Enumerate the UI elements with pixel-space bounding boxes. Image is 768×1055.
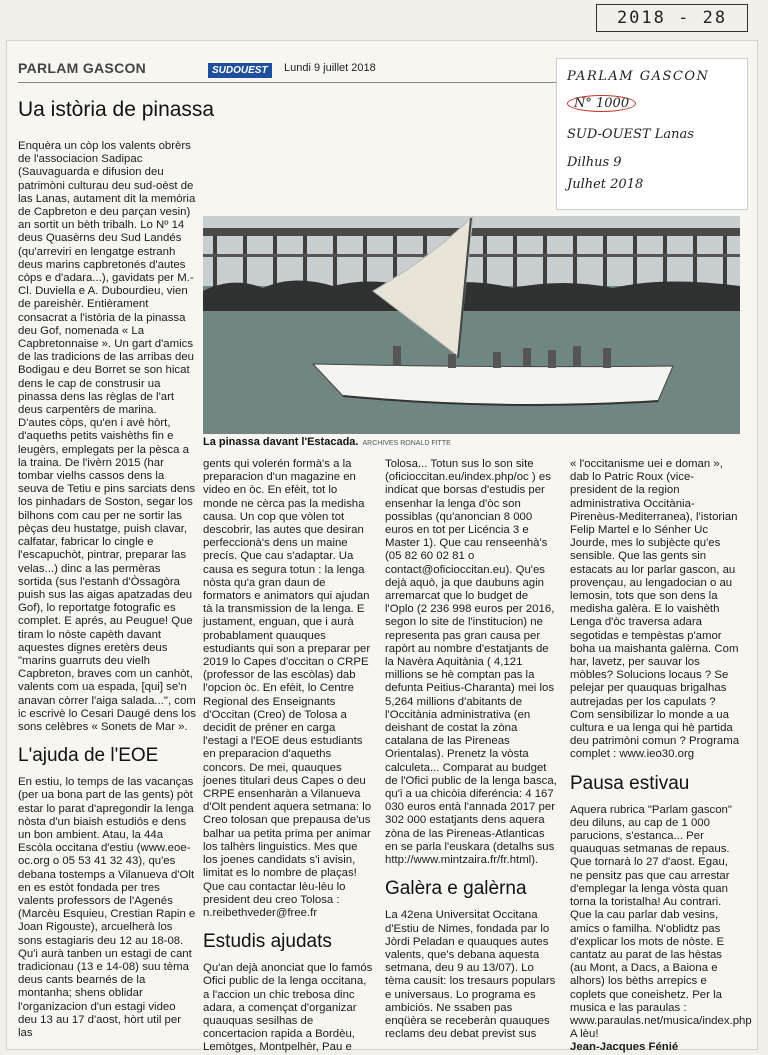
- column-3: [385, 458, 557, 1041]
- body-text: gents qui volerén formà's a la preparacion d'un magazine en video en òc. En efèit, tot lo monde ne cèrca pas la medisha causa. Un cop que vòlen tot descobrir, las autes que desiran perfeccionà's dens un maine precís. Que cau s'adaptar. Ua causa es segura totun : la lenga nòsta qu'a gran daun de formators e animators qui ajudan tà la transmission de la lenga. E justament, enguan, que i aurà probablament quauques estudiants qui son a preparar per 2019 lo Capes d'occitan o CRPE (professor de las escòlas) dab l'opcion òc. En efèit, lo Centre Regional des Enseignants d'Occitan (Creo) de Tolosa a decidit de préner en carga l'estagi a l'EOE deus estudiants en preparacion d'aqueths concors. De mei, quauques joenes titulari deus Capes o deu CRPE ensenharàn a Vilanueva d'Olt pendent aquera setmana: lo Creo tolosan que prepausa de'us balhar ua petita prima per animar los talhèrs linguistics. Mes que los joenes candidats s'i avisin, limitat es lo nombre de plaças! Que cau contactar lèu-lèu lo president deu creo Tolosa : n.reibethveder@free.fr: [203, 458, 372, 919]
- note-issue-number: N° 1000: [567, 95, 636, 112]
- subheading: L'ajuda de l'EOE: [18, 745, 159, 767]
- note-line: SUD-OUEST Lanas: [567, 127, 694, 142]
- boat-photo: [203, 216, 740, 434]
- paper-masthead: SUDOUEST: [208, 63, 272, 78]
- body-text: La 42ena Universitat Occitana d'Estiu de Nimes, fondada par lo Jòrdi Peladan e quauques autes valents, que's debana aquesta setmana, deu 9 au 13/07). Lo tèma causit: los tresaurs populars e universaus. Lo programa es ambiciós. Ne ssaben pas enqüèra se receberàn quauques reclams deu debat previst sus: [385, 909, 556, 1041]
- handwritten-note: [556, 58, 748, 210]
- subheading: Estudis ajudats: [203, 931, 332, 953]
- paper-date: Lundi 9 juillet 2018: [284, 62, 376, 74]
- note-line: Dilhus 9: [567, 155, 622, 170]
- subheading: Galèra e galèrna: [385, 878, 527, 900]
- column-4: [570, 458, 752, 1055]
- subheading: Pausa estivau: [570, 772, 690, 794]
- column-1: [18, 140, 196, 1040]
- body-text: « l'occitanisme uei e doman », dab lo Patric Roux (vice-president de la region administrativa Occitània-Pirenèus-Mediterranea), l'istorian Felip Martel e lo Sénher Uc Jourde, mes lo subjècte qu'es sensible. Que las gents sin estacats au lor parlar gascon, au provençau, au lengadocian o au lemosin, tots que son dens la medisha galèra. E lo vaishèth Lenga d'òc traversa adara segotidas e tempèstas p'amor boha ua maishanta galèrna. Com har, lavetz, per sauvar los mòbles? Solucions locaus ? Se pelejar per quauquas brigalhas autrejadas per los capulats ? Com sensibilizar lo monde a ua cultura e ua lenga qui hè partida deu patrimòni comun ? Programa complet : www.ieo30.org: [570, 458, 740, 761]
- body-text: En estiu, lo temps de las vacanças (per ua bona part de las gents) pòt estar lo parat d'apregondir la lenga nòsta d'un biaish estudiós e dens un bon ambient. Atau, la 44a Escòla occitana d'estiu (www.eoe-oc.org o 05 53 41 32 43), qu'es debana tostemps a Vilanueva d'Olt en es estòt fondada per tres valents professors de l'Agenés (Marcèu Esquieu, Crestian Rapin e Joan Rigouste), arcuelherà los sons estagiaris deu 12 au 18-08. Qu'i aurà tanben un estagi de cant tradicionau (13 e 14-08) suu tèma deus cants bearnés de la montanha; shens oblidar l'organizacion d'un estagi video deu 13 au 17 d'aost, hòrt util per las: [18, 776, 196, 1039]
- body-text: Tolosa... Totun sus lo son site (oficioccitan.eu/index.php/oc ) es indicat que borsas d'estudis per ensenhar la lenga d'òc son possiblas (qu'anoncian 8 000 euros en tot per Licéncia 3 e Master 1). Que cau renseenhà's (05 82 60 02 81 o contact@oficioccitan.eu). Qu'es dejà aquò, ja que daubuns agin arremarcat que lo budget de l'Oplo (2 236 998 euros per 2016, segon lo site de l'institucion) ne representa pas gran causa per rapòrt au nombre d'estatjants de la Navèra Aquitània ( 4,121 millions se hè comptan pas la defunta Peitius-Charanta) mei los 5,264 millions d'abitants de l'Occitània administrativa (en deishant de costat la zòna catalana de las Pireneas Orientalas). Prenetz la vòsta calculeta... Comparat au budget de l'Ofici public de la lenga basca, qu'i a ua chicòia diferéncia: 4 167 030 euros entà l'annada 2017 per 302 000 estatjants dens aquera zòna de las Pireneas-Atlanticas en se parla l'euskara (detalhs sus http://www.mintzaira.fr/fr.html).: [385, 458, 557, 867]
- note-line: PARLAM GASCON: [567, 69, 710, 84]
- body-text: Qu'an dejà anonciat que lo famós Ofici public de la lenga occitana, a l'accion un chic trebosa dinc adara, a començat d'organizar quauquas sesilhas de concertacion rapida a Bordèu, Lemòtges, Montpelhèr, Pau e: [203, 962, 373, 1054]
- archive-stamp: 2018 - 28: [596, 4, 748, 32]
- note-line: Julhet 2018: [567, 177, 644, 192]
- photo-caption: La pinassa davant l'Estacada. ARCHIVES RONALD FITTE: [203, 436, 451, 448]
- body-text: Enquèra un còp los valents obrèrs de l'associacion Sadipac (Sauvaguarda e difusion deu patrimòni culturau deu sud-oèst de las Lanas, autament dit la memòria de Capbreton e deu parçan vesin) an sortit un bèth tribalh. Lo Nº 14 deus Quasèrns deu Sud Landés (qu'arreviri en lengatge estranh deus marins capbretonés d'autes còps e d'adara...), gavidats per M.-Cl. Duviella e A. Dubourdieu, vien de pareishèr. Entièrament consacrat a l'istòria de la pinassa deu Gof, nomenada « La Capbretonnaise ». Un gart d'amics de las tradicions de las arribas deu Bodigau e deu Borret se son hicat dens le cap de construsir ua pinassa dens las règlas de l'art deus carpentèrs de marina. D'autes còps, qu'en i avè hòrt, d'aqueths petits vaishèths fin e leugèrs, emplegats per la pèsca a la traina. De l'ivèrn 2015 (har tombar vielhs cassos dens la seuva de Tetiu e pins sarciats dens los pinhadars de Soston, segar los bilhons com cau per ne sortir las pèças deu hustatge, puish clavar, calfatar, fabricar lo cingle e l'escapuchòt, pintrar, preparar las velas...) dinc a las permèras sortida (sus l'estanh d'Òssagòra puish sus las aigas apatzadas deu Gof), lo reportatge fotografic es complet. E aprés, au Peugue! Que tiram lo nòste capèth davant aquestes dignes eretèrs deus "marins guarruts deu vielh Capbreton, braves com un canhòt, valents com ua espada, [qui] se'n anavan còrrer l'aiga salada...", com ic escrivè lo Cesari Daugé dens los sons celèbres « Sonets de Mar ».: [18, 140, 196, 733]
- column-2: [203, 458, 373, 1055]
- rubric-title: PARLAM GASCON: [18, 60, 147, 76]
- author-byline: Jean-Jacques Fénié: [570, 1041, 679, 1054]
- article-title: Ua istòria de pinassa: [18, 98, 215, 121]
- body-text: Aquera rubrica "Parlam gascon" deu diluns, au cap de 1 000 parucions, s'estanca... Per quauquas setmanas de repaus. Que tornarà lo 27 d'aost. Egau, ne pensitz pas que cau arrestar d'emplegar la lenga vòsta quan torna la toristalha! Au contrari. Que la cau parlar dab vesins, amics o familha. N'oblidtz pas d'explicar los mots de nòste. E cantatz au parat de las hèstas (au Mont, a Dacs, a Baiona e alhors) los bèths arrepics e coplets que coneishetz. Per la musica e las paraulas : www.paraulas.net/musica/index.php A lèu!: [570, 803, 752, 1041]
- photo-credit: ARCHIVES RONALD FITTE: [362, 440, 451, 447]
